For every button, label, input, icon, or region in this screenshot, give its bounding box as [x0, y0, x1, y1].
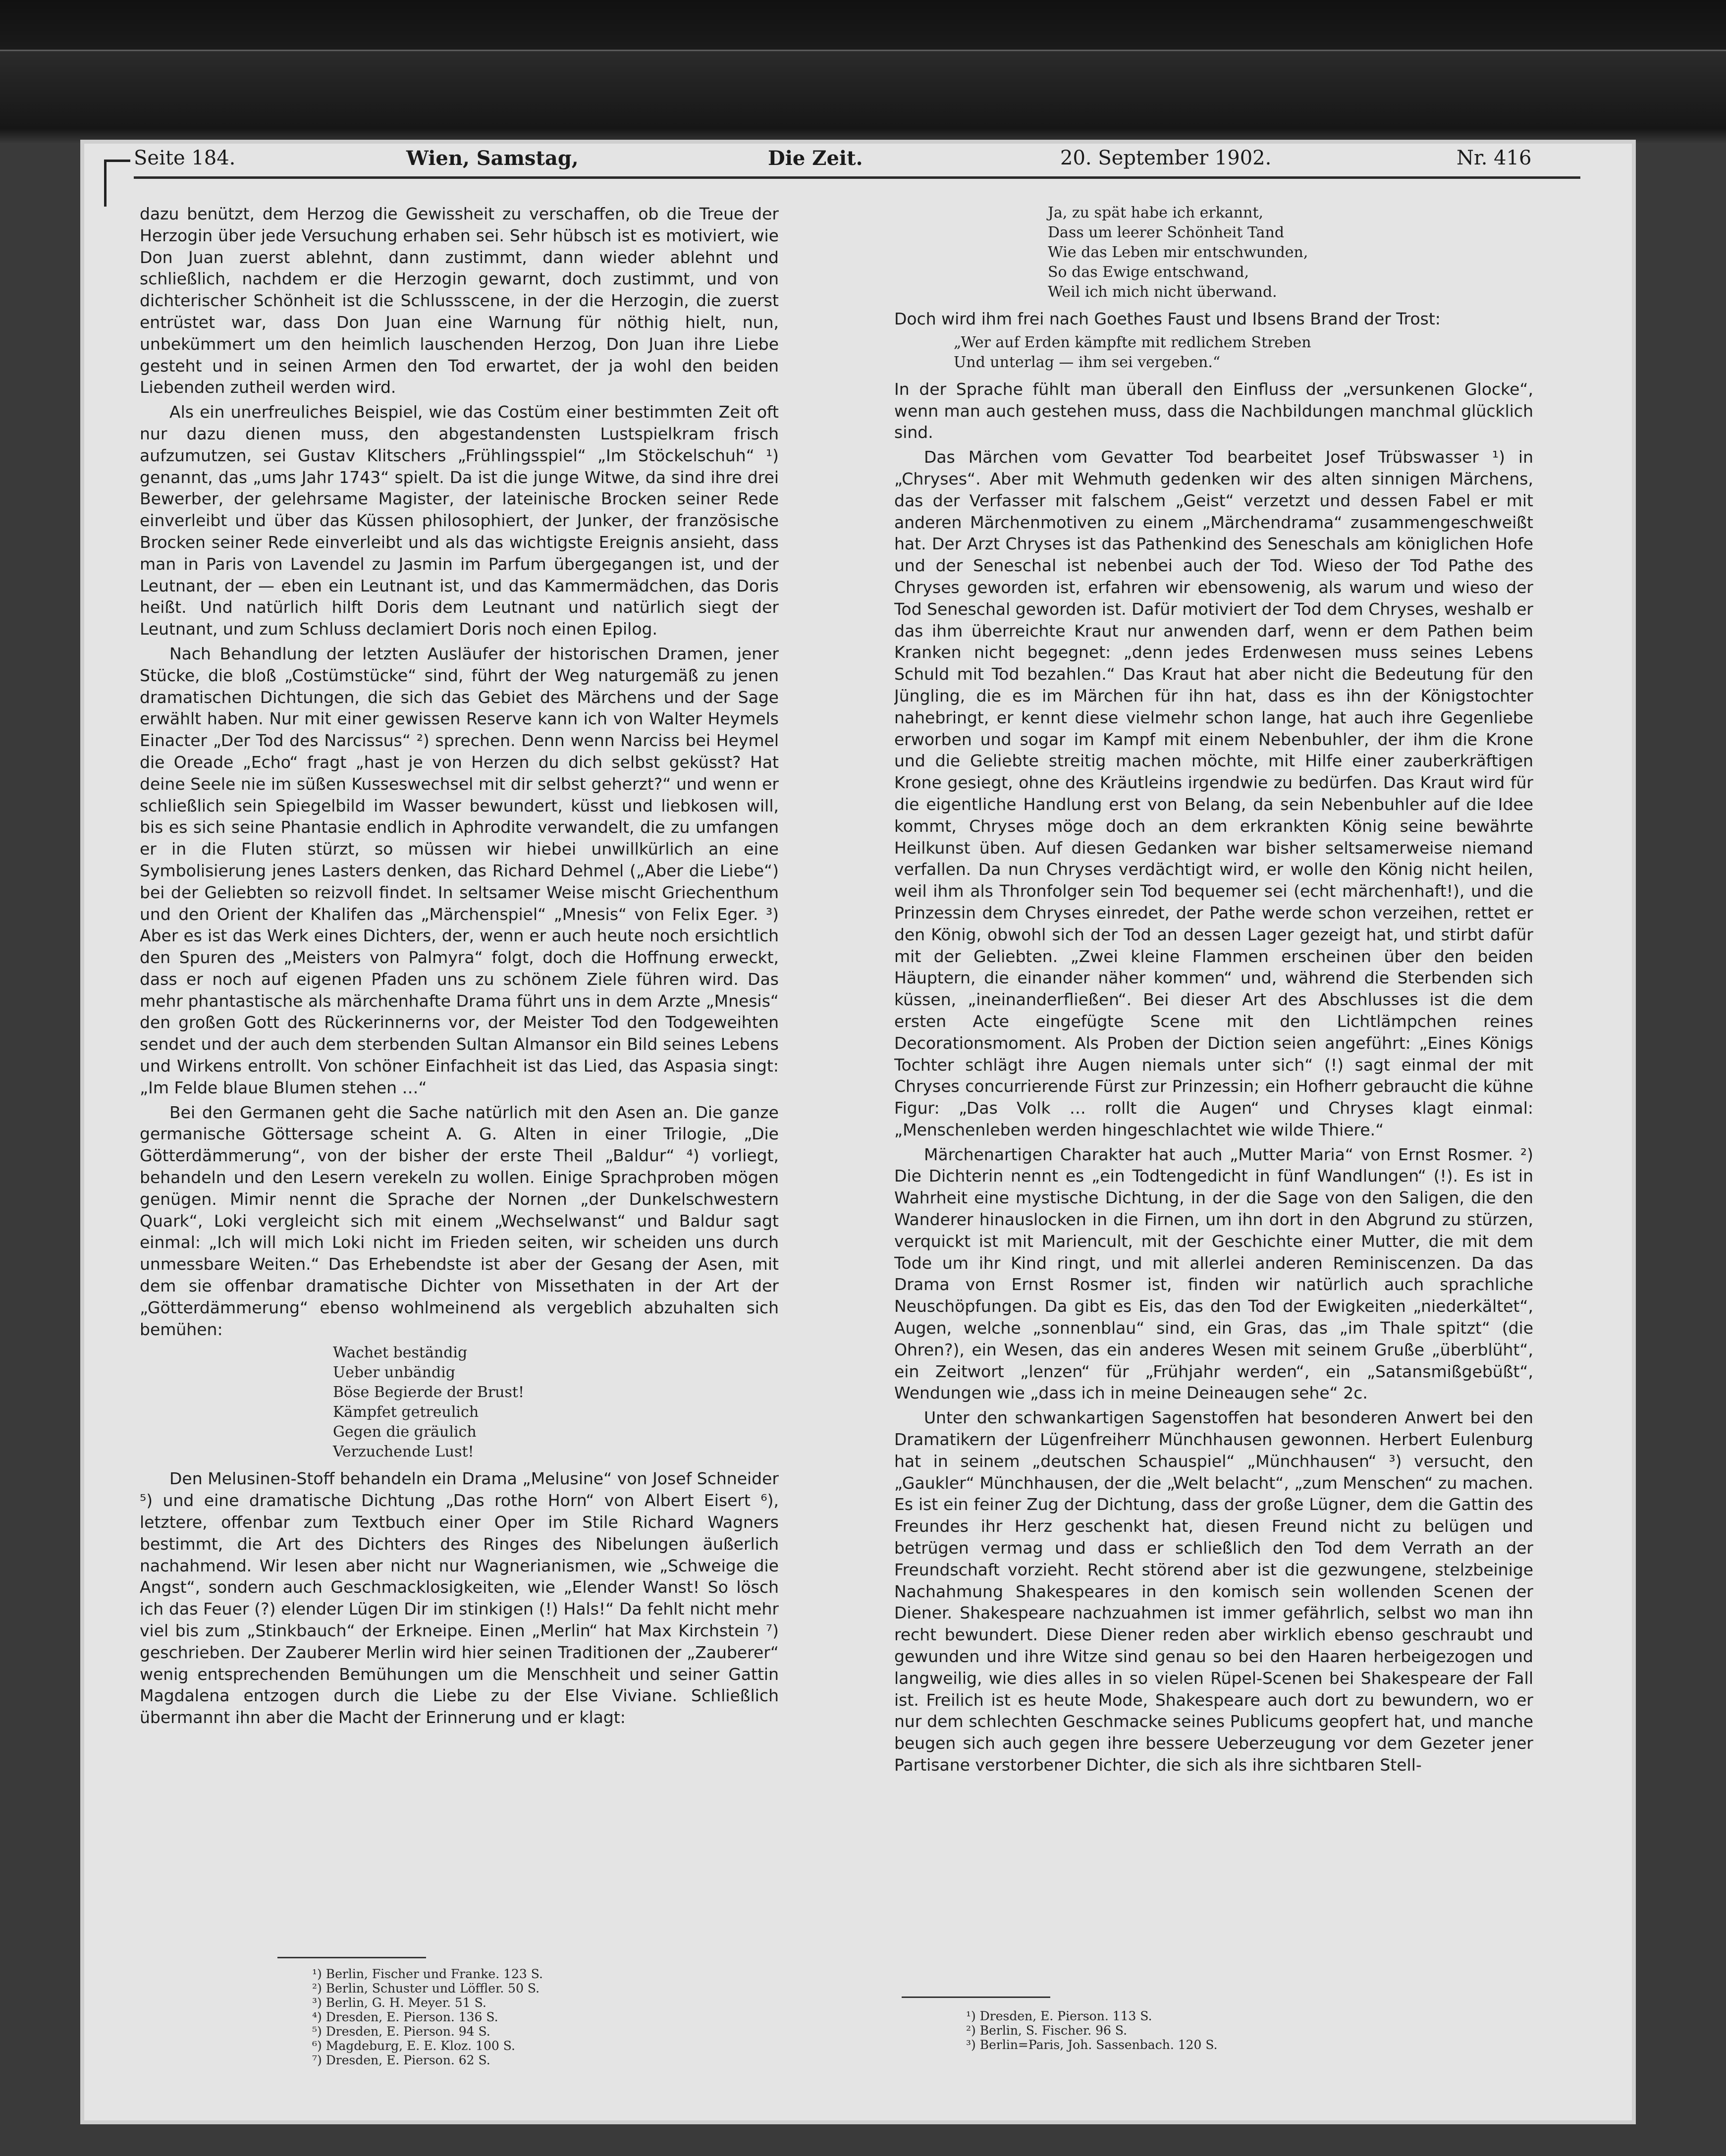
- paragraph: Den Melusinen-Stoff behandeln ein Drama „Melusine“ von Josef Schneider ⁵) und eine dramatische Dichtung „Das rothe Horn“ von Albert Eisert ⁶), letztere, offenbar zum Textbuch einer Oper im Stile Richard Wagners bestimmt, die Art des Dichters des Ringes des Nibelungen äußerlich nachahmend. Wir lesen aber nicht nur Wagnerianismen, wie „Schweige die Angst“, sondern auch Geschmacklosigkeiten, wie „Elender Wanst! So lösch ich das Feuer (?) elender Lügen Dir im stinkigen (!) Hals!“ Da fehlt nicht mehr viel bis zum „Stinkbauch“ der Erkneipe. Einen „Merlin“ hat Max Kirchstein ⁷) geschrieben. Der Zauberer Merlin wird hier seinen Traditionen der „Zauberer“ wenig entsprechenden Bemühungen um die Menschheit und seiner Gattin Magdalena entzogen durch die Liebe zu der Else Viviane. Schließlich übermannt ihn aber die Macht der Erinnerung und er klagt:: [140, 1469, 779, 1727]
- crop-mark: [104, 160, 130, 207]
- footnote: ²) Berlin, S. Fischer. 96 S.: [966, 2023, 1128, 2038]
- verse-line: Und unterlag — ihm sei vergeben.“: [954, 353, 1221, 371]
- verse-line: Verzuchende Lust!: [333, 1443, 474, 1461]
- page-number: Seite 184.: [134, 147, 236, 169]
- footnote: ³) Berlin, G. H. Meyer. 51 S.: [312, 1995, 486, 2010]
- verse-block: [894, 203, 1533, 302]
- issue-number: Nr. 416: [1456, 147, 1532, 169]
- verse-line: „Wer auf Erden kämpfte mit redlichem Streben: [954, 333, 1311, 351]
- left-footnotes: [312, 1967, 543, 2067]
- footnote: ¹) Berlin, Fischer und Franke. 123 S.: [312, 1967, 543, 1981]
- verse-line: Dass um leerer Schönheit Tand: [1048, 224, 1285, 241]
- issue-date: 20. September 1902.: [1060, 147, 1272, 169]
- newspaper-title: Die Zeit.: [768, 147, 863, 170]
- transition-line: Doch wird ihm frei nach Goethes Faust und Ibsens Brand der Trost:: [894, 309, 1441, 328]
- right-column: [894, 203, 1533, 2086]
- footnote: ⁴) Dresden, E. Pierson. 136 S.: [312, 2010, 498, 2024]
- verse-line: Ja, zu spät habe ich erkannt,: [1048, 204, 1264, 221]
- paragraph: Nach Behandlung der letzten Ausläufer der historischen Dramen, jener Stücke, die bloß „Costümstücke“ sind, führt der Weg naturgemäß zu jenen dramatischen Dichtungen, die sich das Gebiet des Märchens und der Sage erwählt haben. Nur mit einer gewissen Reserve kann ich von Walter Heymels Einacter „Der Tod des Narcissus“ ²) sprechen. Denn wenn Narciss bei Heymel die Oreade „Echo“ fragt „hast je von Herzen du dich selbst geküsst? Hat deine Seele nie im süßen Kusseswechsel mit dir selbst geherzt?“ und wenn er schließlich sein Spiegelbild im Wasser bewundert, küsst und liebkosen will, bis es sich seine Phantasie endlich in Aphrodite verwandelt, die zu umfangen er in die Fluten stürzt, so müssen wir hiebei unwillkürlich an eine Symbolisierung jenes Lasters denken, das Richard Dehmel („Aber die Liebe“) bei der Geliebten so reizvoll findet. In seltsamer Weise mischt Griechenthum und den Orient der Khalifen das „Märchenspiel“ „Mnesis“ von Felix Eger. ³) Aber es ist das Werk eines Dichters, der, wenn er auch heute noch ersichtlich den Spuren des „Meisters von Palmyra“ folgt, doch die Hoffnung erweckt, dass er noch auf eigenen Pfaden uns zu schönem Ziele führen wird. Das mehr phantastische als märchenhafte Drama führt uns in dem Arzte „Mnesis“ den großen Gott des Rückerinnerns vor, der Meister Tod den Todgeweihten sendet und der auch dem sterbenden Sultan Almansor ein Bild seines Lebens und Wirkens entrollt. Von schöner Einfachheit ist das Lied, das Aspasia singt: „Im Felde blaue Blumen stehen …“: [140, 644, 779, 1097]
- footnote: ⁵) Dresden, E. Pierson. 94 S.: [312, 2024, 490, 2039]
- paragraph: Als ein unerfreuliches Beispiel, wie das Costüm einer bestimmten Zeit oft nur dazu dienen muss, den abgestandensten Lustspielkram frisch aufzumutzen, sei Gustav Klitschers „Frühlingsspiel“ „Im Stöckelschuh“ ¹) genannt, das „ums Jahr 1743“ spielt. Da ist die junge Witwe, da sind ihre drei Bewerber, der gelehrsame Magister, der lateinische Brocken seiner Rede einverleibt und über das Küssen philosophiert, der Junker, der französische Brocken seiner Rede einverleibt und als das wichtigste Ereignis ansieht, dass man in Paris von Lavendel zu Jasmin im Parfum übergegangen ist, und der Leutnant, der — eben ein Leutnant ist, und das Kammermädchen, das Doris heißt. Und natürlich hilft Doris dem Leutnant und natürlich siegt der Leutnant, und zum Schluss declamiert Doris noch einen Epilog.: [140, 402, 779, 639]
- paragraph: Unter den schwankartigen Sagenstoffen hat besonderen Anwert bei den Dramatikern der Lügenfreiherr Münchhausen gewonnen. Herbert Eulenburg hat in seinem „deutschen Schauspiel“ „Münchhausen“ ³) versucht, den „Gaukler“ Münchhausen, der die „Welt belacht“, „zum Menschen“ zu machen. Es ist ein feiner Zug der Dichtung, dass der große Lügner, dem die Gattin des Freundes ihr Herz geschenkt hat, diesen Freund nicht zu belügen und betrügen vermag und dass er schließlich den Tod dem Verrath an der Freundschaft vorzieht. Recht störend aber ist die gezwungene, stelzbeinige Nachahmung Shakespeares in den komisch sein wollenden Scenen der Diener. Shakespeare nachzuahmen ist immer gefährlich, selbst wo man ihn recht bewundert. Diese Diener reden aber wirklich ebenso geschraubt und gewunden und ihre Witze sind genau so bei den Haaren herbeigezogen und langweilig, wie dies alles in so vielen Rüpel-Scenen bei Shakespeare der Fall ist. Freilich ist es heute Mode, Shakespeare auch dort zu bewundern, wo er nur dem schlechten Geschmacke seines Publicums geopfert hat, und manche beugen sich auch gegen ihre bessere Ueberzeugung vor dem Gezeter jener Partisane verstorbener Dichter, die sich als ihre sichtbaren Stell-: [894, 1408, 1533, 1775]
- footnote: ¹) Dresden, E. Pierson. 113 S.: [966, 2009, 1152, 2023]
- footnote-rule: [902, 1996, 1050, 1998]
- place-and-day: Wien, Samstag,: [406, 147, 579, 170]
- footnote: ²) Berlin, Schuster und Löffler. 50 S.: [312, 1981, 540, 1995]
- verse-line: Wachet beständig: [333, 1344, 468, 1362]
- verse-block: [894, 333, 1533, 373]
- scan-border-top: [0, 0, 1726, 144]
- paragraph: Bei den Germanen geht die Sache natürlich mit den Asen an. Die ganze germanische Göttersage scheint A. G. Alten in einer Trilogie, „Die Götterdämmerung“, von der bisher der erste Theil „Baldur“ ⁴) vorliegt, behandeln und den Lesern verekeln zu wollen. Einige Sprachproben mögen genügen. Mimir nennt die Sprache der Nornen „der Dunkelschwestern Quark“, Loki vergleicht sich mit einem „Wechselwanst“ und Baldur sagt einmal: „Ich will mich Loki nicht im Frieden seiten, wir scheiden uns durch unmessbare Weiten.“ Das Erhebendste ist aber der Gesang der Asen, mit dem sie offenbar dramatische Dichter von Missethaten in der Art der „Götterdämmerung“ ebenso wohlmeinend als vergeblich abzuhalten sich bemühen:: [140, 1102, 779, 1339]
- verse-line: Gegen die gräulich: [333, 1423, 477, 1441]
- verse-line: Böse Begierde der Brust!: [333, 1384, 525, 1401]
- paragraph: Märchenartigen Charakter hat auch „Mutter Maria“ von Ernst Rosmer. ²) Die Dichterin nennt es „ein Todtengedicht in fünf Wandlungen“ (!). Es ist in Wahrheit eine mystische Dichtung, in der die Sage von den Saligen, die den Wanderer hinauslocken in die Firnen, um ihn dort in den Abgrund zu stürzen, verquickt ist mit Mariencult, mit der Geschichte einer Mutter, die mit dem Tode um ihr Kind ringt, und mit allerlei anderen Reminiscenzen. Da das Drama von Ernst Rosmer ist, finden wir natürlich auch sprachliche Neuschöpfungen. Da gibt es Eis, das den Tod der Ewigkeiten „niederkältet“, Augen, welche „sonnenblau“ sind, ein Gras, das „im Thale spitzt“ (die Ohren?), ein Wesen, das ein anderes Wesen mit seinem Gruße „überblüht“, ein Zeitwort „lenzen“ für „Frühjahr werden“, ein „Satansmißgebüßt“, Wendungen wie „dass ich in meine Deineaugen sehe“ 2c.: [894, 1144, 1533, 1403]
- verse-line: Ueber unbändig: [333, 1364, 455, 1382]
- header-rule: [134, 176, 1580, 179]
- verse-block: [140, 1343, 779, 1462]
- footnote: ³) Berlin=Paris, Joh. Sassenbach. 120 S.: [966, 2038, 1218, 2052]
- newspaper-page: [84, 144, 1632, 2120]
- footnote: ⁶) Magdeburg, E. E. Kloz. 100 S.: [312, 2039, 515, 2053]
- footnote: ⁷) Dresden, E. Pierson. 62 S.: [312, 2053, 490, 2067]
- left-column: [140, 203, 779, 2086]
- verse-line: Kämpfet getreulich: [333, 1403, 479, 1421]
- footnote-rule: [277, 1957, 426, 1958]
- verse-line: So das Ewige entschwand,: [1048, 264, 1249, 281]
- verse-line: Weil ich mich nicht überwand.: [1048, 283, 1277, 301]
- paragraph: dazu benützt, dem Herzog die Gewissheit zu verschaffen, ob die Treue der Herzogin über jede Versuchung erhaben sei. Sehr hübsch ist es motiviert, wie Don Juan zuerst ablehnt, dann zustimmt, dann wieder ablehnt und schließlich, nachdem er die Herzogin gewarnt, doch zustimmt, und von dichterischer Schönheit ist die Schlussscene, in der die Herzogin, die zuerst entrüstet war, dass Don Juan eine Warnung für nöthig hielt, nun, unbekümmert um den heimlich lauschenden Herzog, Don Juan ihre Liebe gesteht und in seinen Armen den Tod erwartet, der ja wohl den beiden Liebenden zutheil werden wird.: [140, 204, 779, 397]
- paragraph: In der Sprache fühlt man überall den Einfluss der „versunkenen Glocke“, wenn man auch gestehen muss, dass die Nachbildungen manchmal glücklich sind.: [894, 379, 1533, 442]
- verse-line: Wie das Leben mir entschwunden,: [1048, 244, 1308, 261]
- paragraph: Das Märchen vom Gevatter Tod bearbeitet Josef Trübswasser ¹) in „Chryses“. Aber mit Wehmuth gedenken wir des alten sinnigen Märchens, das der Verfasser mit falschem „Geist“ verzetzt und dessen Fabel er mit anderen Märchenmotiven zu einem „Märchendrama“ zusammengeschweißt hat. Der Arzt Chryses ist das Pathenkind des Seneschals am königlichen Hofe und der Seneschal ist nebenbei auch der Tod. Wieso der Tod Pathe des Chryses geworden ist, erfahren wir ebensowenig, als warum und wieso der Tod Seneschal geworden ist. Dafür motiviert der Tod dem Chryses, weshalb er das ihm überreichte Kraut nur anwenden darf, wenn er dem Pathen beim Kranken nicht begegnet: „denn jedes Erdenwesen muss seines Lebens Schuld mit Tod bezahlen.“ Das Kraut hat aber nicht die Bedeutung für den Jüngling, die es im Märchen für ihn hat, dass es ihn der Königstochter nahebringt, er kennt diese vielmehr schon lange, hat auch ihre Gegenliebe erworben und sogar im Kampf mit einem Nebenbuhler, der ihm die Krone und die Geliebte streitig machen möchte, mit Hilfe einer zauberkräftigen Krone gesiegt, ohne des Kräutleins irgendwie zu bedürfen. Das Kraut wird für die eigentliche Handlung erst von Belang, da sein Nebenbuhler auf die Idee kommt, Chryses möge doch an dem erkrankten König seine bewährte Heilkunst üben. Auf diesen Gedanken war bisher seltsamerweise niemand verfallen. Da nun Chryses verdächtigt wird, er wolle den König nicht heilen, weil ihm als Thronfolger sein Tod bequemer sei (echt märchenhaft!), und die Prinzessin dem Chryses einredet, der Pathe werde schon verzeihen, rettet er den König, obwohl sich der Tod an dessen Lager gezeigt hat, und stirbt dafür mit der Geliebten. „Zwei kleine Flammen erscheinen über den beiden Häuptern, die einander näher kommen“ und, während die Sterbenden sich küssen, „ineinanderfließen“. Bei dieser Art des Abschlusses ist die dem ersten Acte eingefügte Scene mit den Lichtlämpchen reines Decorationsmoment. Als Proben der Diction seien angeführt: „Eines Königs Tochter schlägt ihre Augen niemals unter sich“ (!) sagt einmal der mit Chryses concurrierende Fürst zur Prinzessin; ein Hofherr gebraucht die kühne Figur: „Das Volk … rollt die Augen“ und Chryses klagt einmal: „Menschenleben werden hingeschlachtet wie wilde Thiere.“: [894, 447, 1533, 1139]
- right-footnotes: [966, 2009, 1218, 2052]
